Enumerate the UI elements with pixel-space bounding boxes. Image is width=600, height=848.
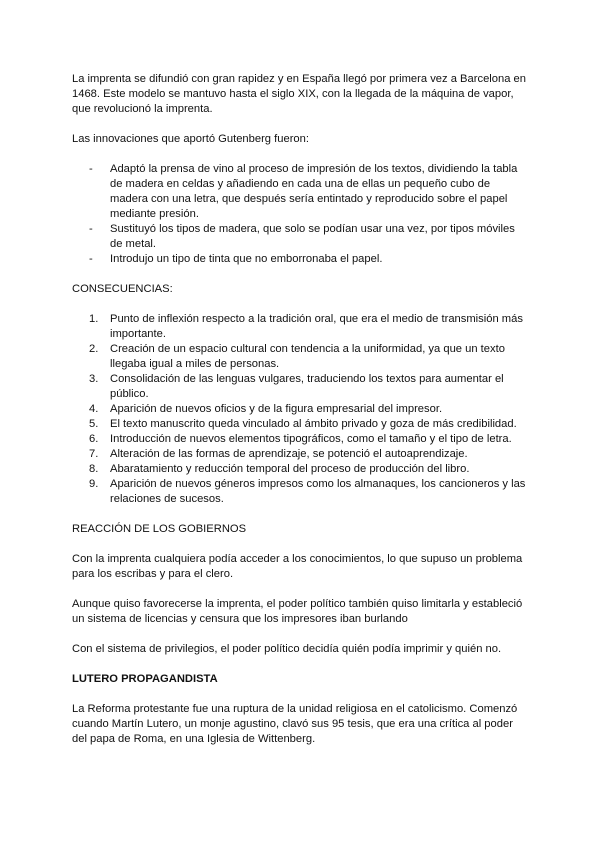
intro-paragraph-1: La imprenta se difundió con gran rapidez y en España llegó por primera vez a Barcelona en 1468. Este modelo se mantuvo hasta el siglo XIX, con la llegada de la máquina de vapor, que revolucionó la imprenta. [72,73,526,115]
list-item-text: Adaptó la prensa de vino al proceso de impresión de los textos, dividiendo la tabla de madera en celdas y añadiendo en cada una de ellas un pequeño cubo de madera con una letra, que después sería entintado y reproducido sobre el papel mediante presión. [110,163,518,220]
bullet-mark: - [89,253,93,265]
list-item-text: Aparición de nuevos géneros impresos como los almanaques, los cancioneros y las relaciones de sucesos. [110,478,526,505]
list-item-text: Abaratamiento y reducción temporal del proceso de producción del libro. [110,463,470,475]
luther-heading: LUTERO PROPAGANDISTA [72,673,218,685]
governments-paragraph-2: Aunque quiso favorecerse la imprenta, el poder político también quiso limitarla y estableció un sistema de licencias y censura que los impresores iban burlando [72,598,523,625]
list-item [72,252,528,267]
list-item-text: Punto de inflexión respecto a la tradición oral, que era el medio de transmisión más importante. [110,313,523,340]
list-item-text: Introdujo un tipo de tinta que no emborronaba el papel. [110,253,383,265]
governments-paragraph-3: Con el sistema de privilegios, el poder político decidía quién podía imprimir y quién no. [72,643,502,655]
list-item [72,222,528,252]
consequences-list [72,312,528,507]
innovations-list [72,162,528,267]
list-item: 6. Introducción de nuevos elementos tipográficos, como el tamaño y el tipo de letra. [89,433,512,445]
list-item: 5. El texto manuscrito queda vinculado al ámbito privado y goza de más credibilidad. [89,418,517,430]
intro-paragraph-2: Las innovaciones que aportó Gutenberg fueron: [72,133,309,145]
luther-paragraph-1: La Reforma protestante fue una ruptura de la unidad religiosa en el catolicismo. Comenzó cuando Martín Lutero, un monje agustino, clavó sus 95 tesis, que era una crítica al poder del papa de Roma, en una Iglesia de Wittenberg. [72,703,518,745]
list-item: 7. Alteración de las formas de aprendizaje, se potenció el autoaprendizaje. [89,448,468,460]
consequences-heading: CONSECUENCIAS: [72,283,173,295]
list-item-text: Creación de un espacio cultural con tendencia a la uniformidad, ya que un texto llegaba igual a miles de personas. [110,343,505,370]
governments-heading: REACCIÓN DE LOS GOBIERNOS [72,523,247,535]
list-item [72,162,528,222]
bullet-mark: - [89,163,93,175]
list-item-text: Introducción de nuevos elementos tipográficos, como el tamaño y el tipo de letra. [110,433,512,445]
list-item-text: Sustituyó los tipos de madera, que solo se podían usar una vez, por tipos móviles de metal. [110,223,515,250]
list-item-text: Alteración de las formas de aprendizaje, se potenció el autoaprendizaje. [110,448,468,460]
list-item: 3. Consolidación de las lenguas vulgares, traduciendo los textos para aumentar el público. [89,373,504,400]
governments-paragraph-1: Con la imprenta cualquiera podía acceder a los conocimientos, lo que supuso un problema para los escribas y para el clero. [72,553,523,580]
list-item-text: Consolidación de las lenguas vulgares, traduciendo los textos para aumentar el público. [110,373,504,400]
bullet-mark: - [89,223,93,235]
list-item: 8. Abaratamiento y reducción temporal del proceso de producción del libro. [89,463,470,475]
list-item: 4. Aparición de nuevos oficios y de la figura empresarial del impresor. [89,403,443,415]
list-item-text: El texto manuscrito queda vinculado al ámbito privado y goza de más credibilidad. [110,418,517,430]
list-item-text: Aparición de nuevos oficios y de la figura empresarial del impresor. [110,403,443,415]
list-item: 1. Punto de inflexión respecto a la tradición oral, que era el medio de transmisión más importante. [89,313,523,340]
list-item: 9. Aparición de nuevos géneros impresos como los almanaques, los cancioneros y las relaciones de sucesos. [89,478,526,505]
list-item: 2. Creación de un espacio cultural con tendencia a la uniformidad, ya que un texto llegaba igual a miles de personas. [89,343,505,370]
